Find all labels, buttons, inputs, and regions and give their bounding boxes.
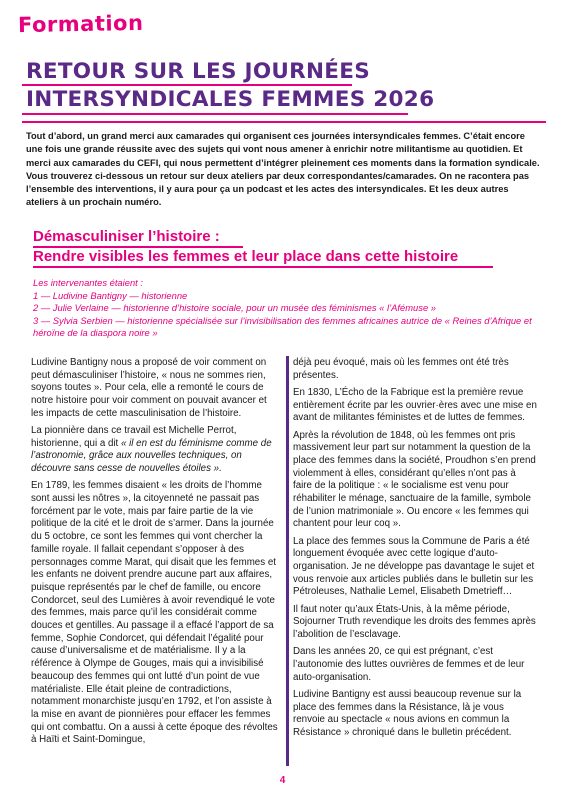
column-divider — [286, 356, 289, 766]
intro-text: Tout d’abord, un grand merci aux camarades qui organisent ces journées intersyndicales femmes. C’était encore une fois une grande réussite avec des sujets qui vont nous amener à enrichir notre militantisme au quotidien. Et merci aux camarades du CEFI, qui nous permettent d’intégrer pleinement ces moments dans la formation syndicale. Vous trouverez ci-dessous un retour sur deux ateliers par deux correspondantes/camarades. On ne racontera pas l’ensemble des interventions, il y aura pour ça un podcast et les actes des intersyndicales. Et les deux autres ateliers à un prochain numéro. — [26, 131, 540, 208]
speaker-item: 2 — Julie Verlaine — historienne d’histoire sociale, pour un musée des féminismes « l’Afémuse » — [33, 302, 436, 314]
paragraph: La place des femmes sous la Commune de Paris a été longuement évoquée avec cette logique d’auto-organisation. Je ne développe pas davantage le sujet et vous renvoie aux articles publiés dans le bulletin sur les Pétroleuses, Nathalie Lemel, Elisabeth Dmetrieff… — [293, 535, 535, 598]
title-line-2: INTERSYNDICALES FEMMES 2026 — [26, 87, 435, 112]
paragraph: déjà peu évoqué, mais où les femmes ont été très présentes. — [293, 357, 509, 381]
paragraph: Il faut noter qu’aux États-Unis, à la même période, Sojourner Truth revendique les droits des femmes après l’abolition de l’esclavage. — [293, 603, 536, 641]
paragraph — [31, 425, 281, 476]
intro-paragraph — [26, 130, 541, 210]
paragraph: Ludivine Bantigny est aussi beaucoup revenue sur la place des femmes dans la Résistance, là je vous renvoie au spectacle « nous avions en commun la Résistance » chroniqué dans le bulletin précédent. — [293, 688, 522, 738]
title-underline-1 — [22, 84, 352, 86]
paragraph-text: La pionnière dans ce travail est Michelle Perrot, historienne, qui a dit — [31, 425, 237, 449]
speaker-item: 1 — Ludivine Bantigny — historienne — [33, 289, 188, 301]
quote: « il en est du féminisme comme de l’astronomie, grâce aux nouvelles techniques, on découvre sans cesse de nouvelles étoiles ». — [31, 437, 272, 475]
title-rule — [22, 121, 546, 123]
paragraph: Après la révolution de 1848, où les femmes ont pris massivement leur part sur notamment la question de la place des femmes dans la société, Proudhon s’en prend violemment à elles, considérant qu’elles n’ont pas à faire de la politique : « le socialisme est venu pour réhabiliter le ménage, sanctuaire de la famille, symbole de l’union matrimoniale ». Ou encore « les femmes qui chantent pour leur coq ». — [293, 429, 536, 530]
page-number: 4 — [279, 775, 286, 786]
title-line-1: RETOUR SUR LES JOURNÉES — [26, 59, 371, 84]
left-column — [31, 357, 281, 752]
paragraph: Dans les années 20, ce qui est prégnant, c’est l’autonomie des luttes ouvrières de femmes et de leur auto-organisation. — [293, 646, 525, 683]
subtitle-line-1: Démasculiniser l’histoire : — [33, 228, 220, 245]
title-underline-2 — [22, 113, 408, 115]
speaker-item: 3 — Sylvia Serbien — historienne spécialisée sur l’invisibilisation des femmes africaines autrice de « Reines d’Afrique et héroïne de la diaspora noire » — [33, 314, 532, 339]
paragraph: En 1789, les femmes disaient « les droits de l’homme sont aussi les nôtres », la citoyenneté ne passait pas forcément par le vote, mais par faire partie de la vie politique de la cité et le droit de s’armer. Dans la journée du 5 octobre, ce sont les femmes qui vont chercher la famille royale. Il fallait cependant s’opposer à des personnages comme Marat, qui disait que les femmes et les enfants ne doivent prendre aucune part aux affaires, puisque représentés par le chef de famille, ou encore Condorcet, seul des Lumières à avoir revendiqué le vote des femmes, mais parce qu’il les considérait comme douces et gentilles. Au passage il a effacé l’apport de sa femme, Sophie Condorcet, qui défendait l’égalité pour cause d’universalisme et de matérialisme. Il y a la référence à Olympe de Gouges, mais qui a invisibilisé beaucoup des femmes qui ont lutté d’un point de vue matérialiste. Elle était pleine de contradictions, notamment monarchiste jusqu’en 1792, et l’on assiste à la mise en avant de pionnières pour effacer les femmes qui ont combattu. On a aussi à cette époque des révoltes à Haïti et Saint-Domingue, — [31, 480, 278, 746]
right-column — [293, 357, 537, 744]
speakers-heading: Les intervenantes étaient : — [33, 277, 143, 288]
paragraph: En 1830, L’Écho de la Fabrique est la première revue entièrement écrite par les ouvrier·ères avec une mise en avant de militantes féministes et de luttes de femmes. — [293, 386, 537, 424]
page-title — [26, 58, 546, 114]
paragraph: Ludivine Bantigny nous a proposé de voir comment on peut démasculiniser l’histoire, « nous ne sommes rien, soyons toutes ». Pour cela, elle a remonté le cours de notre histoire pour voir comment on pouvait avancer et les impacts de cette masculinisation de l’histoire. — [31, 357, 267, 419]
subtitle-underline-2 — [33, 266, 493, 268]
speakers-list — [33, 277, 538, 340]
section-label: Formation — [17, 10, 144, 38]
subtitle-underline-1 — [33, 246, 243, 248]
subtitle-line-2: Rendre visibles les femmes et leur place dans cette histoire — [33, 248, 459, 265]
